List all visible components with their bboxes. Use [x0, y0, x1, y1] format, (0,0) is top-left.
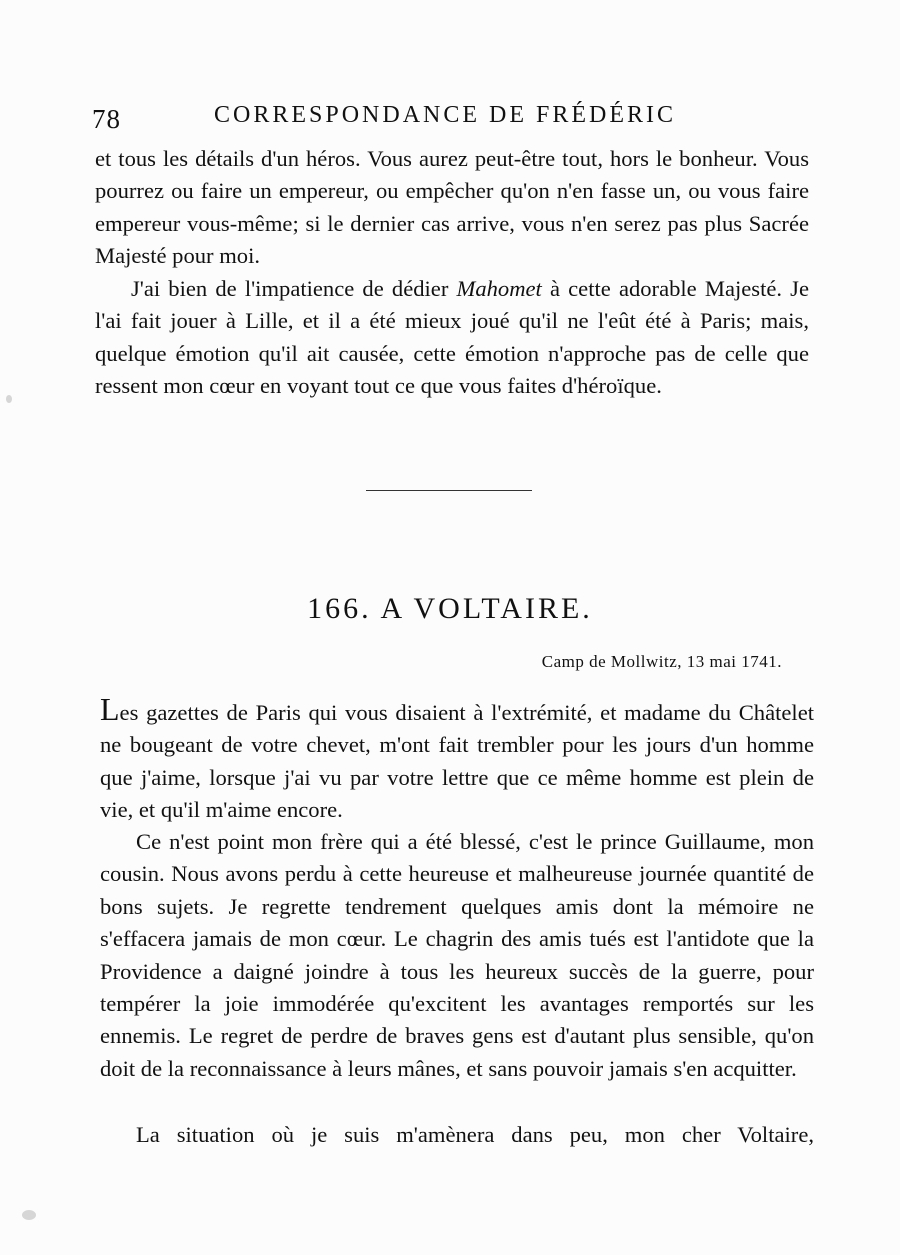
continuation-paragraph-2 [95, 273, 809, 403]
letter-title: 166. A VOLTAIRE. [307, 592, 593, 625]
paper-speck [22, 1210, 36, 1220]
continuation-paragraph-1: et tous les détails d'un héros. Vous aurez peut-être tout, hors le bonheur. Vous pourrez ou faire un empereur, ou empêcher qu'on n'en fasse un, ou vous faire empereur vous-même; si le dernier cas arrive, vous n'en serez pas plus Sacrée Majesté pour moi. [95, 146, 809, 269]
letter-paragraph-1 [100, 693, 814, 827]
paper-speck [6, 395, 12, 403]
play-title-mahomet: Mahomet [456, 276, 542, 301]
letter-paragraph-1-text: es gazettes de Paris qui vous disaient à l'extrémité, et madame du Châtelet ne bougeant de votre chevet, m'ont fait trembler pour les jours d'un homme que j'aime, lorsque j'ai vu par votre lettre que ce même homme est plein de vie, et qu'il m'aime encore. [100, 700, 814, 823]
running-head: CORRESPONDANCE DE FRÉDÉRIC [214, 102, 677, 128]
section-divider [366, 490, 532, 491]
continuation-text-end: à cette adorable Majesté. Je l'ai fait jouer à Lille, et il a été mieux joué qu'il ne l'eût été à Paris; mais, quelque émotion qu'il ait causée, cette émotion n'approche pas de celle que ressent mon cœur en voyant tout ce que vous faites d'héroïque. [95, 276, 809, 399]
page-header [92, 98, 812, 138]
letter-dateline: Camp de Mollwitz, 13 mai 1741. [541, 652, 782, 671]
letter-paragraph-2: Ce n'est point mon frère qui a été blessé, c'est le prince Guillaume, mon cousin. Nous avons perdu à cette heureuse et malheureuse journée quantité de bons sujets. Je regrette tendrement quelques amis dont la mémoire ne s'effacera jamais de mon cœur. Le chagrin des amis tués est l'antidote que la Providence a daigné joindre à tous les heureux succès de la guerre, pour tempérer la joie immodérée qu'excitent les avantages remportés sur les ennemis. Le regret de perdre de braves gens est d'autant plus sensible, qu'on doit de la reconnaissance à leurs mânes, et sans pouvoir jamais s'en acquitter. [100, 829, 814, 1081]
drop-cap: L [100, 691, 120, 727]
letter-paragraph-3: La situation où je suis m'amènera dans peu, mon cher Voltaire, [136, 1122, 814, 1147]
continuation-text-start: J'ai bien de l'impatience de dédier [131, 276, 457, 301]
page-number: 78 [92, 104, 121, 134]
